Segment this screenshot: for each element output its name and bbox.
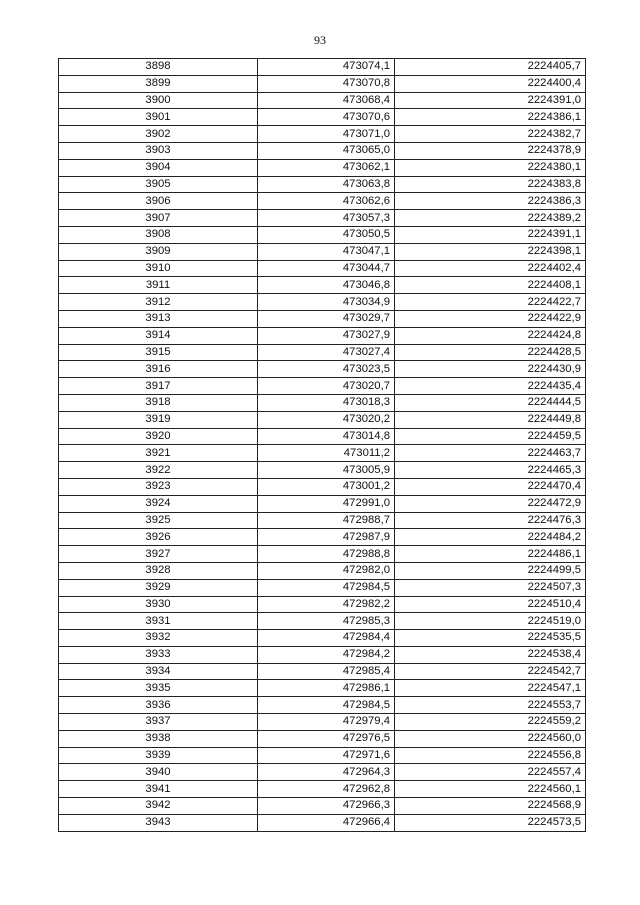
y-coordinate-cell: 2224422,9 bbox=[395, 310, 586, 327]
y-coordinate-cell: 2224465,3 bbox=[395, 462, 586, 479]
table-row bbox=[59, 798, 586, 815]
y-coordinate-cell: 2224444,5 bbox=[395, 394, 586, 411]
y-coordinate-cell: 2224472,9 bbox=[395, 495, 586, 512]
x-coordinate-cell: 473011,2 bbox=[258, 445, 395, 462]
y-coordinate-cell: 2224402,4 bbox=[395, 260, 586, 277]
y-coordinate-cell: 2224435,4 bbox=[395, 378, 586, 395]
y-coordinate-cell: 2224560,0 bbox=[395, 730, 586, 747]
table-row bbox=[59, 294, 586, 311]
table-row bbox=[59, 478, 586, 495]
y-coordinate-cell: 2224538,4 bbox=[395, 646, 586, 663]
x-coordinate-cell: 473044,7 bbox=[258, 260, 395, 277]
point-number-cell: 3903 bbox=[59, 142, 258, 159]
table-row bbox=[59, 210, 586, 227]
point-number-cell: 3942 bbox=[59, 798, 258, 815]
table-row bbox=[59, 109, 586, 126]
table-row bbox=[59, 142, 586, 159]
point-number-cell: 3941 bbox=[59, 781, 258, 798]
table-row bbox=[59, 529, 586, 546]
y-coordinate-cell: 2224398,1 bbox=[395, 243, 586, 260]
y-coordinate-cell: 2224507,3 bbox=[395, 579, 586, 596]
x-coordinate-cell: 472984,5 bbox=[258, 579, 395, 596]
x-coordinate-cell: 473071,0 bbox=[258, 126, 395, 143]
y-coordinate-cell: 2224573,5 bbox=[395, 814, 586, 831]
point-number-cell: 3916 bbox=[59, 361, 258, 378]
x-coordinate-cell: 473070,6 bbox=[258, 109, 395, 126]
table-row bbox=[59, 579, 586, 596]
table-row bbox=[59, 260, 586, 277]
x-coordinate-cell: 473050,5 bbox=[258, 226, 395, 243]
x-coordinate-cell: 473047,1 bbox=[258, 243, 395, 260]
x-coordinate-cell: 473014,8 bbox=[258, 428, 395, 445]
y-coordinate-cell: 2224519,0 bbox=[395, 613, 586, 630]
x-coordinate-cell: 473070,8 bbox=[258, 75, 395, 92]
x-coordinate-cell: 473063,8 bbox=[258, 176, 395, 193]
table-row bbox=[59, 361, 586, 378]
table-row bbox=[59, 814, 586, 831]
point-number-cell: 3907 bbox=[59, 210, 258, 227]
point-number-cell: 3913 bbox=[59, 310, 258, 327]
point-number-cell: 3917 bbox=[59, 378, 258, 395]
x-coordinate-cell: 472979,4 bbox=[258, 714, 395, 731]
table-row bbox=[59, 176, 586, 193]
table-row bbox=[59, 243, 586, 260]
table-row bbox=[59, 126, 586, 143]
table-row bbox=[59, 495, 586, 512]
point-number-cell: 3935 bbox=[59, 680, 258, 697]
x-coordinate-cell: 473027,9 bbox=[258, 327, 395, 344]
table-row bbox=[59, 680, 586, 697]
point-number-cell: 3927 bbox=[59, 546, 258, 563]
x-coordinate-cell: 473005,9 bbox=[258, 462, 395, 479]
point-number-cell: 3931 bbox=[59, 613, 258, 630]
table-row bbox=[59, 277, 586, 294]
table-row bbox=[59, 310, 586, 327]
table-row bbox=[59, 344, 586, 361]
page-number: 93 bbox=[314, 33, 326, 47]
y-coordinate-cell: 2224428,5 bbox=[395, 344, 586, 361]
point-number-cell: 3909 bbox=[59, 243, 258, 260]
point-number-cell: 3930 bbox=[59, 596, 258, 613]
y-coordinate-cell: 2224470,4 bbox=[395, 478, 586, 495]
point-number-cell: 3898 bbox=[59, 59, 258, 76]
point-number-cell: 3934 bbox=[59, 663, 258, 680]
point-number-cell: 3933 bbox=[59, 646, 258, 663]
point-number-cell: 3928 bbox=[59, 562, 258, 579]
x-coordinate-cell: 472986,1 bbox=[258, 680, 395, 697]
y-coordinate-cell: 2224449,8 bbox=[395, 411, 586, 428]
x-coordinate-cell: 472987,9 bbox=[258, 529, 395, 546]
x-coordinate-cell: 473062,1 bbox=[258, 159, 395, 176]
y-coordinate-cell: 2224547,1 bbox=[395, 680, 586, 697]
x-coordinate-cell: 472982,2 bbox=[258, 596, 395, 613]
y-coordinate-cell: 2224386,3 bbox=[395, 193, 586, 210]
coordinates-table bbox=[58, 58, 586, 832]
y-coordinate-cell: 2224380,1 bbox=[395, 159, 586, 176]
y-coordinate-cell: 2224386,1 bbox=[395, 109, 586, 126]
x-coordinate-cell: 472982,0 bbox=[258, 562, 395, 579]
point-number-cell: 3911 bbox=[59, 277, 258, 294]
y-coordinate-cell: 2224560,1 bbox=[395, 781, 586, 798]
point-number-cell: 3919 bbox=[59, 411, 258, 428]
x-coordinate-cell: 473065,0 bbox=[258, 142, 395, 159]
y-coordinate-cell: 2224391,0 bbox=[395, 92, 586, 109]
point-number-cell: 3924 bbox=[59, 495, 258, 512]
table-row bbox=[59, 663, 586, 680]
table-row bbox=[59, 159, 586, 176]
table-row bbox=[59, 59, 586, 76]
x-coordinate-cell: 473001,2 bbox=[258, 478, 395, 495]
y-coordinate-cell: 2224476,3 bbox=[395, 512, 586, 529]
y-coordinate-cell: 2224557,4 bbox=[395, 764, 586, 781]
table-row bbox=[59, 630, 586, 647]
x-coordinate-cell: 472984,4 bbox=[258, 630, 395, 647]
x-coordinate-cell: 473020,7 bbox=[258, 378, 395, 395]
table-row bbox=[59, 75, 586, 92]
point-number-cell: 3910 bbox=[59, 260, 258, 277]
point-number-cell: 3925 bbox=[59, 512, 258, 529]
table-row bbox=[59, 562, 586, 579]
table-row bbox=[59, 730, 586, 747]
point-number-cell: 3899 bbox=[59, 75, 258, 92]
x-coordinate-cell: 472985,4 bbox=[258, 663, 395, 680]
table-row bbox=[59, 92, 586, 109]
table-row bbox=[59, 193, 586, 210]
y-coordinate-cell: 2224400,4 bbox=[395, 75, 586, 92]
point-number-cell: 3939 bbox=[59, 747, 258, 764]
table-row bbox=[59, 411, 586, 428]
table-row bbox=[59, 596, 586, 613]
y-coordinate-cell: 2224382,7 bbox=[395, 126, 586, 143]
point-number-cell: 3929 bbox=[59, 579, 258, 596]
table-row bbox=[59, 512, 586, 529]
x-coordinate-cell: 472988,8 bbox=[258, 546, 395, 563]
point-number-cell: 3936 bbox=[59, 697, 258, 714]
point-number-cell: 3908 bbox=[59, 226, 258, 243]
table-row bbox=[59, 226, 586, 243]
y-coordinate-cell: 2224422,7 bbox=[395, 294, 586, 311]
x-coordinate-cell: 473068,4 bbox=[258, 92, 395, 109]
point-number-cell: 3943 bbox=[59, 814, 258, 831]
x-coordinate-cell: 473027,4 bbox=[258, 344, 395, 361]
point-number-cell: 3937 bbox=[59, 714, 258, 731]
y-coordinate-cell: 2224542,7 bbox=[395, 663, 586, 680]
table-row bbox=[59, 546, 586, 563]
y-coordinate-cell: 2224484,2 bbox=[395, 529, 586, 546]
table-row bbox=[59, 394, 586, 411]
x-coordinate-cell: 473020,2 bbox=[258, 411, 395, 428]
x-coordinate-cell: 472966,4 bbox=[258, 814, 395, 831]
point-number-cell: 3906 bbox=[59, 193, 258, 210]
x-coordinate-cell: 472984,2 bbox=[258, 646, 395, 663]
x-coordinate-cell: 473029,7 bbox=[258, 310, 395, 327]
table-row bbox=[59, 613, 586, 630]
y-coordinate-cell: 2224378,9 bbox=[395, 142, 586, 159]
table-row bbox=[59, 646, 586, 663]
table-row bbox=[59, 462, 586, 479]
y-coordinate-cell: 2224535,5 bbox=[395, 630, 586, 647]
point-number-cell: 3923 bbox=[59, 478, 258, 495]
x-coordinate-cell: 473062,6 bbox=[258, 193, 395, 210]
x-coordinate-cell: 472984,5 bbox=[258, 697, 395, 714]
x-coordinate-cell: 473018,3 bbox=[258, 394, 395, 411]
y-coordinate-cell: 2224459,5 bbox=[395, 428, 586, 445]
point-number-cell: 3926 bbox=[59, 529, 258, 546]
point-number-cell: 3920 bbox=[59, 428, 258, 445]
x-coordinate-cell: 473034,9 bbox=[258, 294, 395, 311]
point-number-cell: 3904 bbox=[59, 159, 258, 176]
y-coordinate-cell: 2224556,8 bbox=[395, 747, 586, 764]
y-coordinate-cell: 2224486,1 bbox=[395, 546, 586, 563]
point-number-cell: 3901 bbox=[59, 109, 258, 126]
y-coordinate-cell: 2224568,9 bbox=[395, 798, 586, 815]
point-number-cell: 3902 bbox=[59, 126, 258, 143]
table-row bbox=[59, 714, 586, 731]
x-coordinate-cell: 472966,3 bbox=[258, 798, 395, 815]
point-number-cell: 3912 bbox=[59, 294, 258, 311]
y-coordinate-cell: 2224405,7 bbox=[395, 59, 586, 76]
point-number-cell: 3921 bbox=[59, 445, 258, 462]
x-coordinate-cell: 472976,5 bbox=[258, 730, 395, 747]
y-coordinate-cell: 2224424,8 bbox=[395, 327, 586, 344]
table-row bbox=[59, 764, 586, 781]
y-coordinate-cell: 2224559,2 bbox=[395, 714, 586, 731]
y-coordinate-cell: 2224389,2 bbox=[395, 210, 586, 227]
y-coordinate-cell: 2224553,7 bbox=[395, 697, 586, 714]
x-coordinate-cell: 473057,3 bbox=[258, 210, 395, 227]
y-coordinate-cell: 2224499,5 bbox=[395, 562, 586, 579]
point-number-cell: 3900 bbox=[59, 92, 258, 109]
point-number-cell: 3922 bbox=[59, 462, 258, 479]
y-coordinate-cell: 2224391,1 bbox=[395, 226, 586, 243]
table-row bbox=[59, 781, 586, 798]
table-row bbox=[59, 428, 586, 445]
point-number-cell: 3915 bbox=[59, 344, 258, 361]
table-row bbox=[59, 445, 586, 462]
point-number-cell: 3940 bbox=[59, 764, 258, 781]
table-row bbox=[59, 378, 586, 395]
y-coordinate-cell: 2224430,9 bbox=[395, 361, 586, 378]
point-number-cell: 3914 bbox=[59, 327, 258, 344]
x-coordinate-cell: 473046,8 bbox=[258, 277, 395, 294]
y-coordinate-cell: 2224383,8 bbox=[395, 176, 586, 193]
x-coordinate-cell: 473074,1 bbox=[258, 59, 395, 76]
point-number-cell: 3905 bbox=[59, 176, 258, 193]
x-coordinate-cell: 473023,5 bbox=[258, 361, 395, 378]
point-number-cell: 3938 bbox=[59, 730, 258, 747]
point-number-cell: 3932 bbox=[59, 630, 258, 647]
x-coordinate-cell: 472964,3 bbox=[258, 764, 395, 781]
y-coordinate-cell: 2224408,1 bbox=[395, 277, 586, 294]
table-row bbox=[59, 747, 586, 764]
x-coordinate-cell: 472985,3 bbox=[258, 613, 395, 630]
table-row bbox=[59, 697, 586, 714]
table-row bbox=[59, 327, 586, 344]
point-number-cell: 3918 bbox=[59, 394, 258, 411]
coordinates-table-body bbox=[59, 59, 586, 832]
x-coordinate-cell: 472962,8 bbox=[258, 781, 395, 798]
x-coordinate-cell: 472991,0 bbox=[258, 495, 395, 512]
x-coordinate-cell: 472988,7 bbox=[258, 512, 395, 529]
y-coordinate-cell: 2224510,4 bbox=[395, 596, 586, 613]
x-coordinate-cell: 472971,6 bbox=[258, 747, 395, 764]
y-coordinate-cell: 2224463,7 bbox=[395, 445, 586, 462]
